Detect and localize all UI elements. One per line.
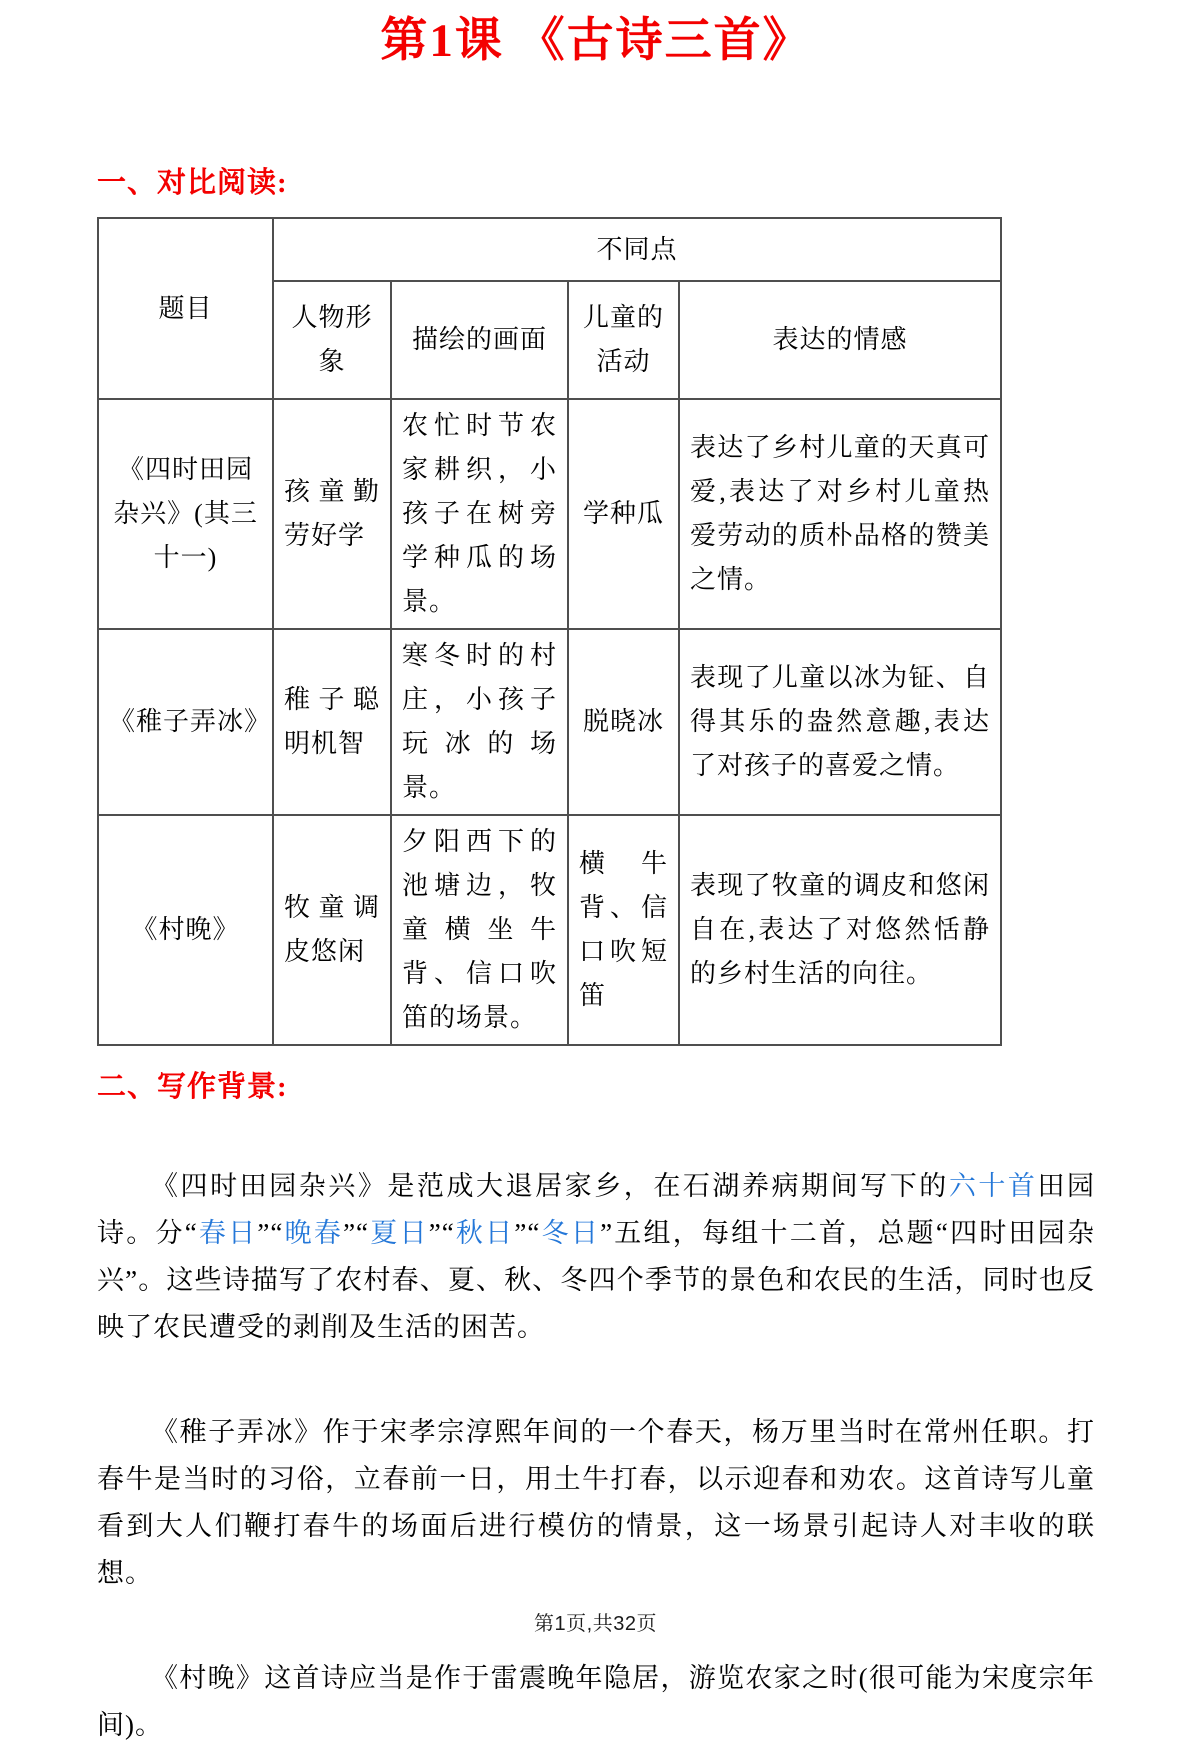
table-header-group-row bbox=[98, 218, 1001, 281]
cell-poem-title: 《稚子弄冰》 bbox=[98, 629, 273, 815]
section-heading-background: 二、写作背景: bbox=[97, 1071, 288, 1103]
paragraph-zhizinongbing: 《稚子弄冰》作于宋孝宗淳熙年间的一个春天，杨万里当时在常州任职。打春牛是当时的习俗，立春前一日，用土牛打春，以示迎春和劝农。这首诗写儿童看到大人们鞭打春牛的场面后进行模仿的情景，这一场景引起诗人对丰收的联想。 bbox=[97, 1417, 1095, 1588]
cell-emotion: 表现了儿童以冰为钲、自得其乐的盎然意趣,表达了对孩子的喜爱之情。 bbox=[679, 629, 1001, 815]
text-segment: ”“ bbox=[343, 1218, 370, 1248]
text-segment: 田园诗。分“ bbox=[97, 1171, 1096, 1248]
header-emotion: 表达的情感 bbox=[679, 281, 1001, 399]
section-heading-compare: 一、对比阅读: bbox=[97, 167, 288, 199]
cell-scene: 寒冬时的村庄，小孩子玩冰的场景。 bbox=[391, 629, 568, 815]
table-row bbox=[98, 399, 1001, 629]
highlight-term: 夏日 bbox=[369, 1218, 429, 1248]
comparison-table bbox=[97, 217, 1002, 1046]
text-segment: ”“ bbox=[428, 1218, 455, 1248]
cell-figure: 稚子聪明机智 bbox=[273, 629, 391, 815]
page-title: 第1课 《古诗三首》 bbox=[380, 15, 812, 67]
cell-emotion: 表现了牧童的调皮和悠闲自在,表达了对悠然恬静的乡村生活的向往。 bbox=[679, 815, 1001, 1045]
cell-activity: 学种瓜 bbox=[568, 399, 679, 629]
cell-activity: 横牛背、信口吹短笛 bbox=[568, 815, 679, 1045]
header-activity: 儿童的活动 bbox=[568, 281, 679, 399]
highlight-term: 冬日 bbox=[540, 1218, 601, 1248]
text-segment: ”“ bbox=[514, 1218, 541, 1248]
page-number: 第1页,共32页 bbox=[534, 1613, 657, 1635]
cell-figure: 孩童勤劳好学 bbox=[273, 399, 391, 629]
cell-scene: 农忙时节农家耕织，小孩子在树旁学种瓜的场景。 bbox=[391, 399, 568, 629]
table-row bbox=[98, 815, 1001, 1045]
table-row bbox=[98, 629, 1001, 815]
cell-poem-title: 《四时田园杂兴》(其三十一) bbox=[98, 399, 273, 629]
text-segment: ”五组，每组十二首，总题“四时田园杂兴”。这些诗描写了农村春、夏、秋、冬四个季节的景色和农民的生活，同时也反映了农民遭受的剥削及生活的困苦。 bbox=[97, 1218, 1096, 1342]
cell-emotion: 表达了乡村儿童的天真可爱,表达了对乡村儿童热爱劳动的质朴品格的赞美之情。 bbox=[679, 399, 1001, 629]
cell-scene: 夕阳西下的池塘边，牧童横坐牛背、信口吹笛的场景。 bbox=[391, 815, 568, 1045]
cell-figure: 牧童调皮悠闲 bbox=[273, 815, 391, 1045]
text-segment: ”“ bbox=[257, 1218, 284, 1248]
header-differences: 不同点 bbox=[273, 218, 1001, 281]
paragraph-sishitianyuan bbox=[97, 1163, 1095, 1351]
header-topic: 题目 bbox=[98, 218, 273, 399]
header-figure: 人物形象 bbox=[273, 281, 391, 399]
cell-activity: 脱晓冰 bbox=[568, 629, 679, 815]
highlight-term: 秋日 bbox=[454, 1218, 515, 1248]
highlight-term: 春日 bbox=[197, 1218, 258, 1248]
header-scene: 描绘的画面 bbox=[391, 281, 568, 399]
text-segment: 《四时田园杂兴》是范成大退居家乡，在石湖养病期间写下的 bbox=[151, 1171, 949, 1201]
cell-poem-title: 《村晚》 bbox=[98, 815, 273, 1045]
highlight-term: 六十首 bbox=[948, 1171, 1038, 1201]
highlight-term: 晚春 bbox=[283, 1218, 344, 1248]
paragraph-cunwan: 《村晚》这首诗应当是作于雷震晚年隐居，游览农家之时(很可能为宋度宗年间)。 bbox=[97, 1663, 1095, 1740]
